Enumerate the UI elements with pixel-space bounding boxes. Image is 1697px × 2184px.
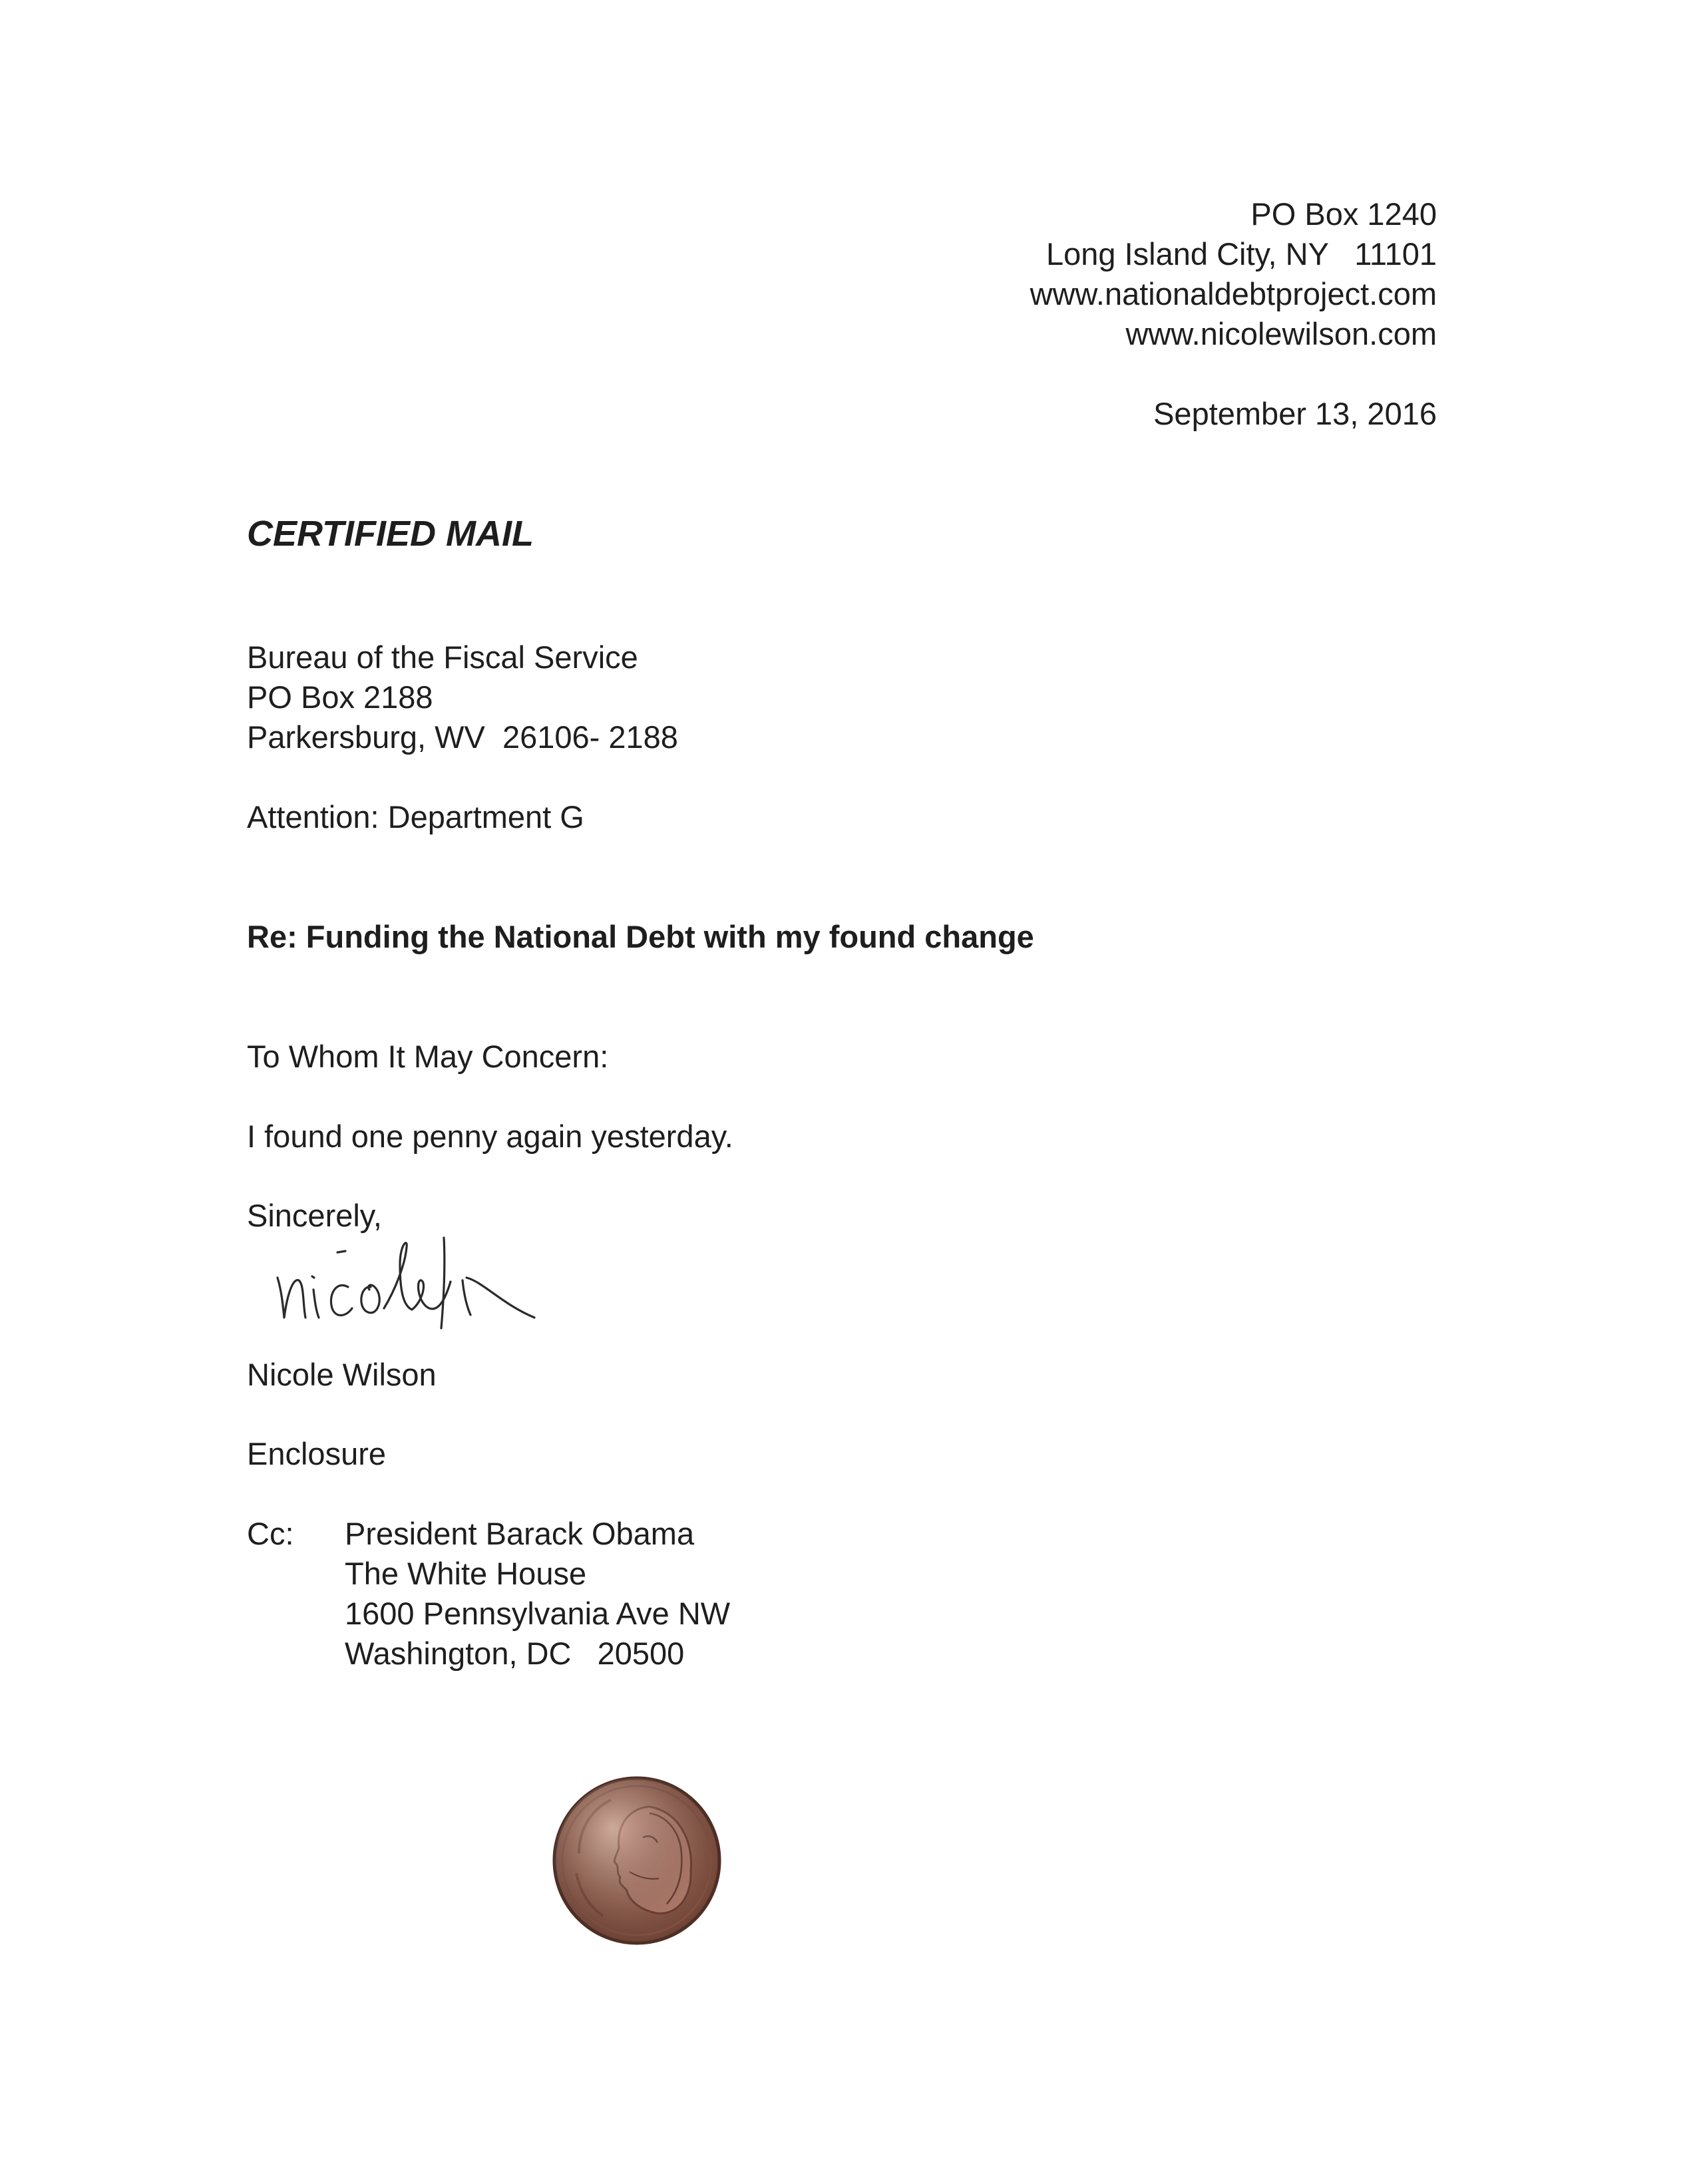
cc-line1: President Barack Obama	[345, 1516, 695, 1551]
sender-address-line1: PO Box 1240	[1250, 196, 1437, 232]
delivery-method-heading: CERTIFIED MAIL	[247, 514, 534, 554]
cc-line4: Washington, DC 20500	[345, 1636, 685, 1671]
letter-date: September 13, 2016	[1153, 396, 1437, 431]
salutation: To Whom It May Concern:	[247, 1039, 609, 1074]
sender-address-line2: Long Island City, NY 11101	[1046, 236, 1437, 272]
closing: Sincerely,	[247, 1198, 382, 1233]
handwritten-signature	[270, 1211, 576, 1338]
sender-website-link[interactable]: www.nationaldebtproject.com	[1030, 276, 1437, 311]
attention-line: Attention: Department G	[247, 799, 584, 834]
cc-label: Cc:	[247, 1516, 294, 1551]
signer-name: Nicole Wilson	[247, 1357, 437, 1392]
subject-line: Re: Funding the National Debt with my found change	[247, 919, 1034, 954]
enclosure-note: Enclosure	[247, 1436, 386, 1471]
recipient-line1: Bureau of the Fiscal Service	[247, 639, 638, 675]
cc-line2: The White House	[345, 1556, 587, 1591]
sender-website-link[interactable]: www.nicolewilson.com	[1125, 316, 1437, 351]
recipient-line2: PO Box 2188	[247, 679, 433, 715]
penny-coin-image	[550, 1773, 724, 1948]
cc-line3: 1600 Pennsylvania Ave NW	[345, 1596, 731, 1631]
letter-body: I found one penny again yesterday.	[247, 1119, 733, 1154]
recipient-line3: Parkersburg, WV 26106- 2188	[247, 719, 678, 755]
